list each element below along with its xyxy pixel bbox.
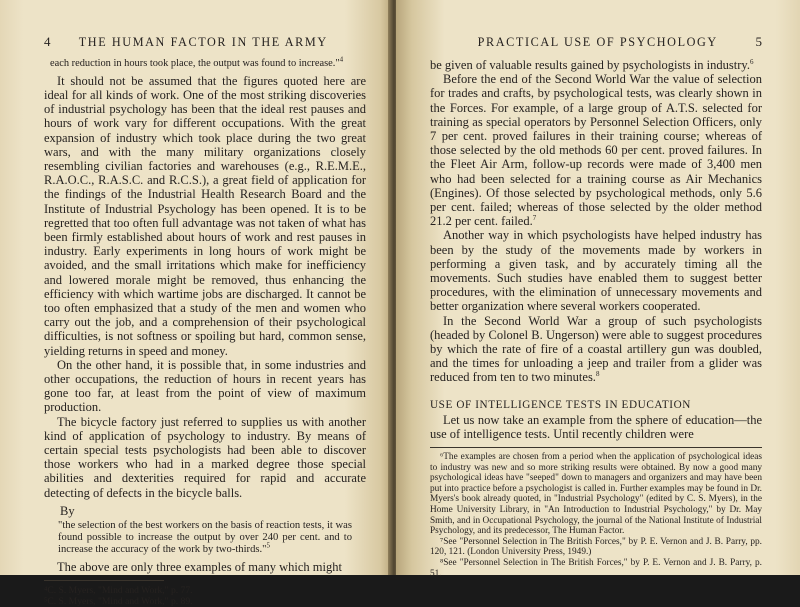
footnote: ⁷See "Personnel Selection in The British Forces," by P. E. Vernon and J. B. Parry, pp. 120, 121. (London University Press, 1949.): [430, 536, 762, 558]
running-head-title: THE HUMAN FACTOR IN THE ARMY: [78, 35, 328, 49]
footnote: ⁴C. S. Myers, "Mind and Work," p. 77.: [44, 585, 193, 597]
paragraph: In the Second World War a group of such psychologists (headed by Colonel B. Ungerson) were able to suggest procedures by which the rate of fire of a coastal artillery gun was doubled, and the times for unloading a jeep and trailer from a glider was reduced from ten to two minutes.$^8$: [430, 313, 762, 385]
page-number: 4: [44, 34, 51, 49]
left-running-head: [44, 34, 366, 50]
block-quote: "the selection of the best workers on the basis of reaction tests, it was found possible to increase the output by over 240 per cent. and to increase the accuracy of the work by two-thirds."$^5$: [58, 519, 352, 555]
by-label: By: [60, 503, 75, 518]
right-footnotes: [430, 452, 762, 579]
footnote-rule: [44, 580, 164, 581]
right-running-head: [430, 34, 762, 50]
paragraph: Let us now take an example from the sphere of education—the use of intelligence tests. Until recently children were: [430, 412, 762, 441]
paragraph: Another way in which psychologists have helped industry has been by the study of the movements made by workers in performing a given task, and by accurately timing all the movements. Such studies have enabled them to suggest better procedures, with the elimination of unnecessary movements and better organization where several workers cooperated.: [430, 228, 762, 314]
paragraph: The bicycle factory just referred to supplies us with another kind of application of psychology to industry. By means of certain special tests psychologists had been able to discover those workers who had in a marked degree those special abilities and dexterities required for rapid and accurate detecting of defects in the bicycle balls.: [44, 414, 366, 500]
footnote: ⁵C. S. Myers, "Mind and Work," p. 89.: [44, 596, 193, 607]
running-head-title: PRACTICAL USE OF PSYCHOLOGY: [477, 35, 718, 49]
paragraph: Before the end of the Second World War the value of selection for trades and crafts, by psychological tests, was clearly shown in the Forces. For example, of a large group of A.T.S. selected for training as special operators by Personnel Selection Officers, only 7 per cent. proved failures in their training course; whereas of those selected by the old methods 60 per cent. proved failures. In the Fleet Air Arm, follow-up records were made of 3,400 men who had been selected for a training course as Air Mechanics (Engines). Of those selected by psychological methods, only 5.6 per cent. failed; whereas of those selected by the older method 21.2 per cent. failed.$^7$: [430, 72, 762, 229]
section-heading: USE OF INTELLIGENCE TESTS IN EDUCATION: [430, 398, 691, 411]
page-number: 5: [755, 34, 762, 49]
left-body: [44, 55, 366, 574]
footnote: ⁶The examples are chosen from a period when the application of psychological ideas to industry was new and so more striking results were obtained. By now a good many psychological ideas have "seeped" down to managers and organizers and may have been put into practice before a psychologist is called in. Further examples may be found in Dr. Myers's book already quoted, in "Industrial Psychology" (edited by C. S. Myers), in the Home University Library, in "An Introduction to Industrial Psychology," by Dr. May Smith, and in Occupational Psychology, the journal of the National Institute of Industrial Psychology, and its predecessor, The Human Factor.: [430, 452, 762, 537]
footnote: ⁸See "Personnel Selection in The British Forces," by P. E. Vernon and J. B. Parry, p. 51.: [430, 558, 762, 579]
paragraph: be given of valuable results gained by psychologists in industry.$^6$: [430, 57, 754, 72]
closing-line: The above are only three examples of many which might: [57, 559, 342, 574]
right-page: [396, 0, 800, 579]
paragraph: It should not be assumed that the figures quoted here are ideal for all kinds of work. One of the most striking discoveries of industrial psychology has been that the ideal rest pauses and hours of work vary for different occupations. With the great expansion of industry which took place during the two great wars, and with the many military organizations closely resembling civilian factories and warehouses (e.g., R.E.M.E., R.A.O.C., R.A.S.C. and R.C.S.), a great field of application for the findings of the Industrial Health Research Board and the Institute of Industrial Psychology has been opened. It is to be regretted that too often full advantage was not taken of what has been firmly established about hours of work and rest pauses in industry. Early experiments in long hours of work might be avoided, and the small irritations which make for inefficiency and lowered morale might be removed, thus enhancing the efficiency with which wartime jobs are discharged. It cannot be too often emphasized that a study of the men and women who carry out the job, and a comprehension of their psychological difficulties, is not softness or spoiling but hard, common sense, yielding returns in speed and money.: [44, 73, 366, 358]
left-page: [0, 0, 392, 607]
left-footnotes: [44, 585, 366, 607]
right-body: [430, 58, 762, 441]
footnote-rule: [430, 447, 762, 448]
paragraph: On the other hand, it is possible that, in some industries and other occupations, the reduction of hours in recent years has gone too far, at least from the point of view of maximum production.: [44, 357, 366, 415]
continued-quote: each reduction in hours took place, the output was found to increase."$^4$: [50, 55, 344, 69]
